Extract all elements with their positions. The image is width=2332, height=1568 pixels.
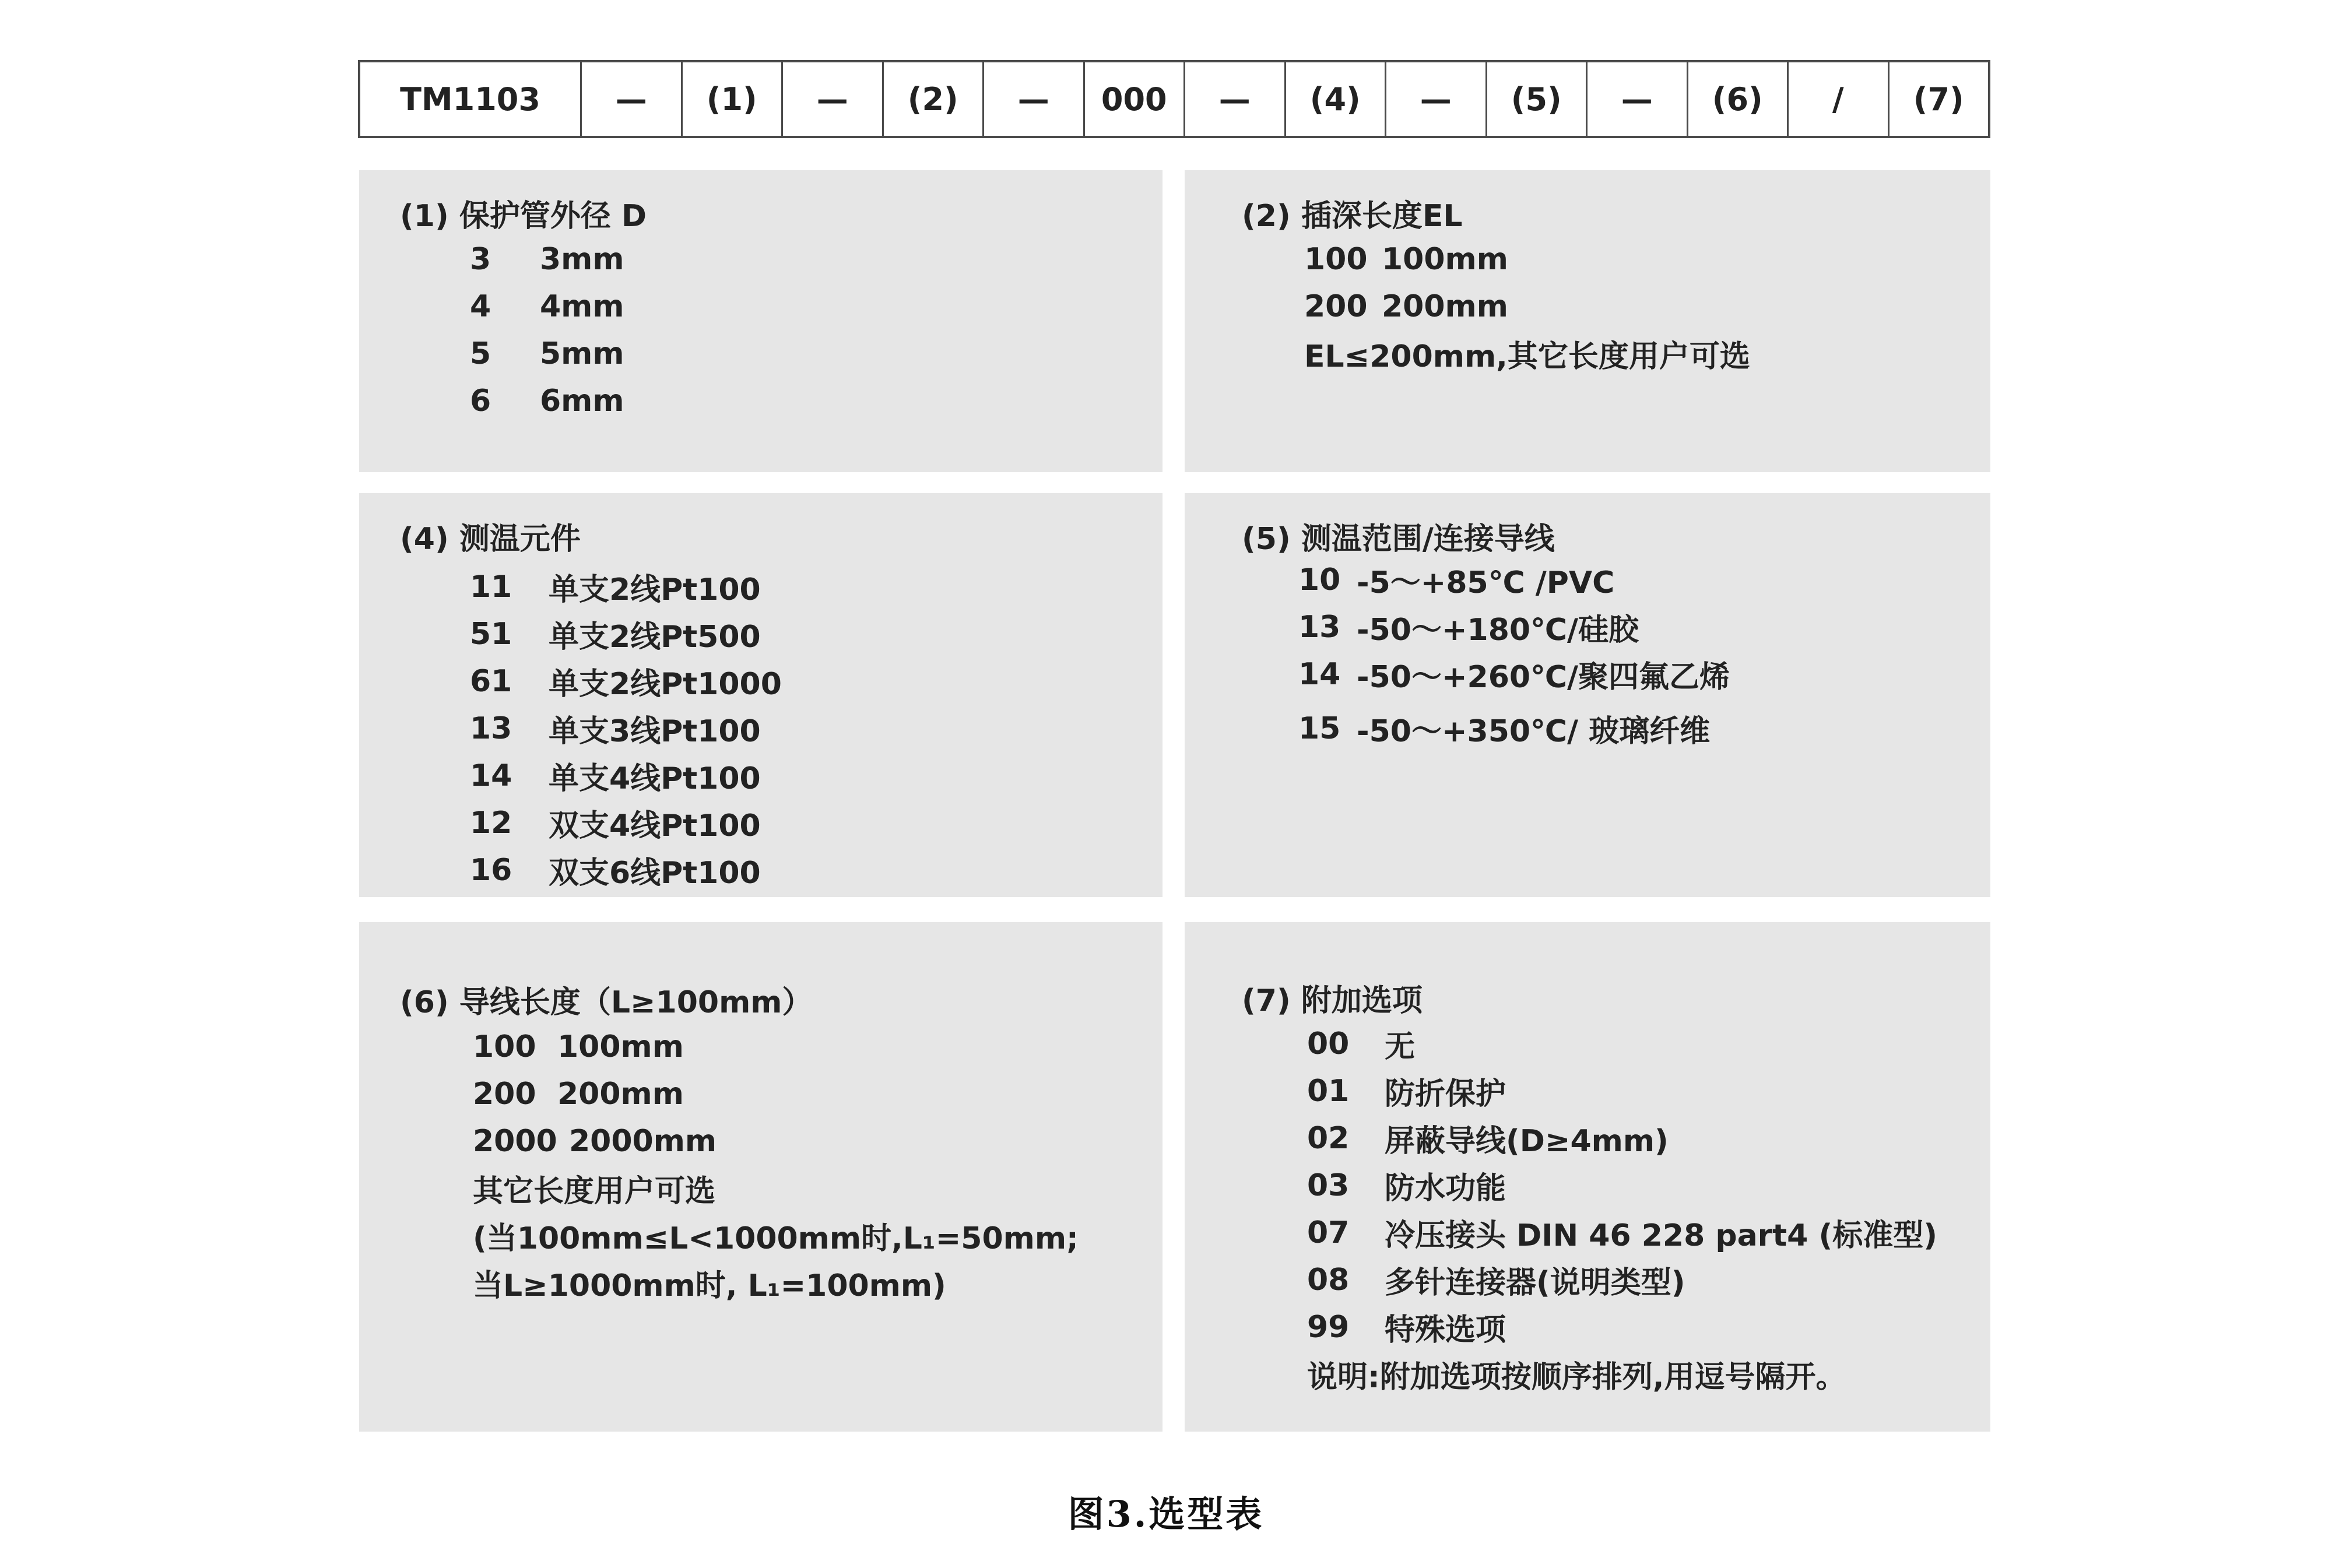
option-desc: -50～+180℃/硅胶	[1357, 613, 1639, 648]
option-item	[470, 563, 782, 610]
code-cell-dash: —	[984, 62, 1085, 136]
option-code: 12	[470, 805, 512, 841]
option-desc: 6mm	[540, 383, 624, 419]
code-cell-000: 000	[1085, 62, 1186, 136]
option-code: 02	[1307, 1120, 1350, 1156]
option-code: 200	[1304, 289, 1368, 324]
panel-title: (5) 测温范围/连接导线	[1242, 522, 1555, 557]
option-desc: 单支2线Pt1000	[549, 667, 782, 702]
option-code: 03	[1307, 1168, 1350, 1203]
option-code: 100	[473, 1029, 536, 1064]
option-code: 3	[470, 241, 491, 277]
option-item	[1307, 1209, 1937, 1256]
option-code: 2000	[473, 1123, 557, 1159]
option-code: 4	[470, 289, 491, 324]
model-code-row	[358, 60, 1990, 138]
option-code: 01	[1307, 1073, 1350, 1109]
option-list	[1298, 556, 1730, 752]
panel-outer-diameter	[359, 170, 1163, 472]
option-note: 说明:附加选项按顺序排列,用逗号隔开。	[1307, 1360, 1846, 1395]
option-code: 5	[470, 336, 491, 371]
option-desc: 单支2线Pt500	[549, 620, 761, 655]
option-list	[1304, 235, 1750, 377]
option-item	[470, 799, 782, 846]
option-item	[1307, 1303, 1937, 1351]
panel-additional-options	[1185, 922, 1990, 1432]
option-list	[470, 563, 782, 894]
option-item	[1307, 1115, 1937, 1162]
option-code: 14	[1298, 656, 1341, 692]
code-cell-5: (5)	[1487, 62, 1588, 136]
option-desc: 多针连接器(说明类型)	[1385, 1265, 1685, 1300]
option-code: 07	[1307, 1215, 1350, 1250]
option-code: 10	[1298, 562, 1341, 597]
option-item	[1307, 1256, 1937, 1303]
option-item	[1304, 283, 1750, 330]
option-item	[1298, 651, 1730, 698]
code-cell-4: (4)	[1286, 62, 1387, 136]
option-desc: 双支6线Pt100	[549, 856, 761, 891]
option-desc: 双支4线Pt100	[549, 808, 761, 843]
option-desc: 200mm	[1382, 289, 1508, 324]
option-code: 99	[1307, 1309, 1350, 1345]
option-desc: 防水功能	[1385, 1171, 1506, 1206]
option-item	[1307, 1162, 1937, 1209]
panel-insertion-length	[1185, 170, 1990, 472]
option-code: 16	[470, 852, 512, 888]
option-desc: 屏蔽导线(D≥4mm)	[1385, 1124, 1669, 1159]
option-note: 其它长度用户可选	[473, 1174, 716, 1209]
option-code: 61	[470, 663, 512, 699]
option-desc: 2000mm	[569, 1123, 717, 1159]
option-item	[470, 705, 782, 752]
option-code: 08	[1307, 1262, 1350, 1298]
option-item	[1298, 705, 1730, 752]
option-item	[470, 846, 782, 894]
option-desc: 3mm	[540, 241, 624, 277]
option-item	[470, 658, 782, 705]
option-item	[470, 752, 782, 799]
code-cell-slash: /	[1789, 62, 1890, 136]
option-list	[470, 235, 624, 424]
option-desc: 防折保护	[1385, 1077, 1506, 1112]
option-code: 100	[1304, 241, 1368, 277]
code-cell-dash: —	[1386, 62, 1487, 136]
code-cell-2: (2)	[884, 62, 985, 136]
option-item	[470, 283, 624, 330]
code-cell-7: (7)	[1913, 80, 1964, 118]
panel-title: (1) 保护管外径 D	[400, 199, 647, 234]
panel-title: (7) 附加选项	[1242, 983, 1423, 1018]
panel-lead-length	[359, 922, 1163, 1432]
option-note: EL≤200mm,其它长度用户可选	[1304, 339, 1750, 374]
option-code: 15	[1298, 711, 1341, 746]
option-code: 6	[470, 383, 491, 419]
option-item	[470, 610, 782, 658]
option-desc: -5～+85℃ /PVC	[1357, 565, 1615, 600]
option-desc: 单支4线Pt100	[549, 761, 761, 796]
option-code: 200	[473, 1076, 536, 1112]
option-item	[1298, 556, 1730, 603]
option-item	[473, 1023, 1079, 1070]
panel-title: (4) 测温元件	[400, 522, 581, 557]
code-cell-6: (6)	[1688, 62, 1789, 136]
option-item	[1298, 603, 1730, 651]
code-cell-dash: —	[582, 62, 683, 136]
option-desc: 无	[1385, 1029, 1416, 1064]
option-code: 13	[1298, 609, 1341, 645]
option-list	[1307, 1020, 1937, 1398]
option-item	[473, 1117, 1079, 1165]
option-item	[1307, 1067, 1937, 1115]
code-cell-dash: —	[1185, 62, 1286, 136]
panel-temperature-range	[1185, 493, 1990, 897]
option-note: 当L≥1000mm时, L₁=100mm)	[473, 1268, 946, 1303]
panel-title: (2) 插深长度EL	[1242, 199, 1463, 234]
option-desc: 特殊选项	[1385, 1313, 1506, 1348]
panel-sensing-element	[359, 493, 1163, 897]
option-desc: 200mm	[557, 1076, 684, 1112]
option-desc: 5mm	[540, 336, 624, 371]
option-desc: -50～+350℃/ 玻璃纤维	[1357, 714, 1711, 749]
option-desc: -50～+260℃/聚四氟乙烯	[1357, 660, 1730, 695]
option-item	[1304, 235, 1750, 283]
option-desc: 100mm	[557, 1029, 684, 1064]
option-code: 14	[470, 758, 512, 793]
option-code: 51	[470, 616, 512, 652]
figure-caption: 图3.选型表	[1067, 1493, 1265, 1535]
option-note: (当100mm≤L<1000mm时,L₁=50mm;	[473, 1221, 1079, 1256]
option-code: 13	[470, 711, 512, 746]
option-item	[470, 235, 624, 283]
option-item	[473, 1070, 1079, 1117]
option-desc: 单支3线Pt100	[549, 714, 761, 749]
code-cell-dash: —	[783, 62, 884, 136]
panel-title: (6) 导线长度（L≥100mm）	[400, 985, 813, 1020]
option-desc: 4mm	[540, 289, 624, 324]
option-code: 11	[470, 569, 512, 604]
option-desc: 单支2线Pt100	[549, 572, 761, 607]
code-cell-dash: —	[1588, 62, 1688, 136]
option-code: 00	[1307, 1026, 1350, 1061]
option-item	[470, 377, 624, 424]
option-desc: 100mm	[1382, 241, 1508, 277]
option-desc: 冷压接头 DIN 46 228 part4 (标准型)	[1385, 1218, 1937, 1253]
option-item	[1307, 1020, 1937, 1067]
code-cell-model: TM1103	[360, 62, 582, 136]
option-list	[473, 1023, 1079, 1306]
code-cell-1: (1)	[683, 62, 784, 136]
option-item	[470, 330, 624, 377]
